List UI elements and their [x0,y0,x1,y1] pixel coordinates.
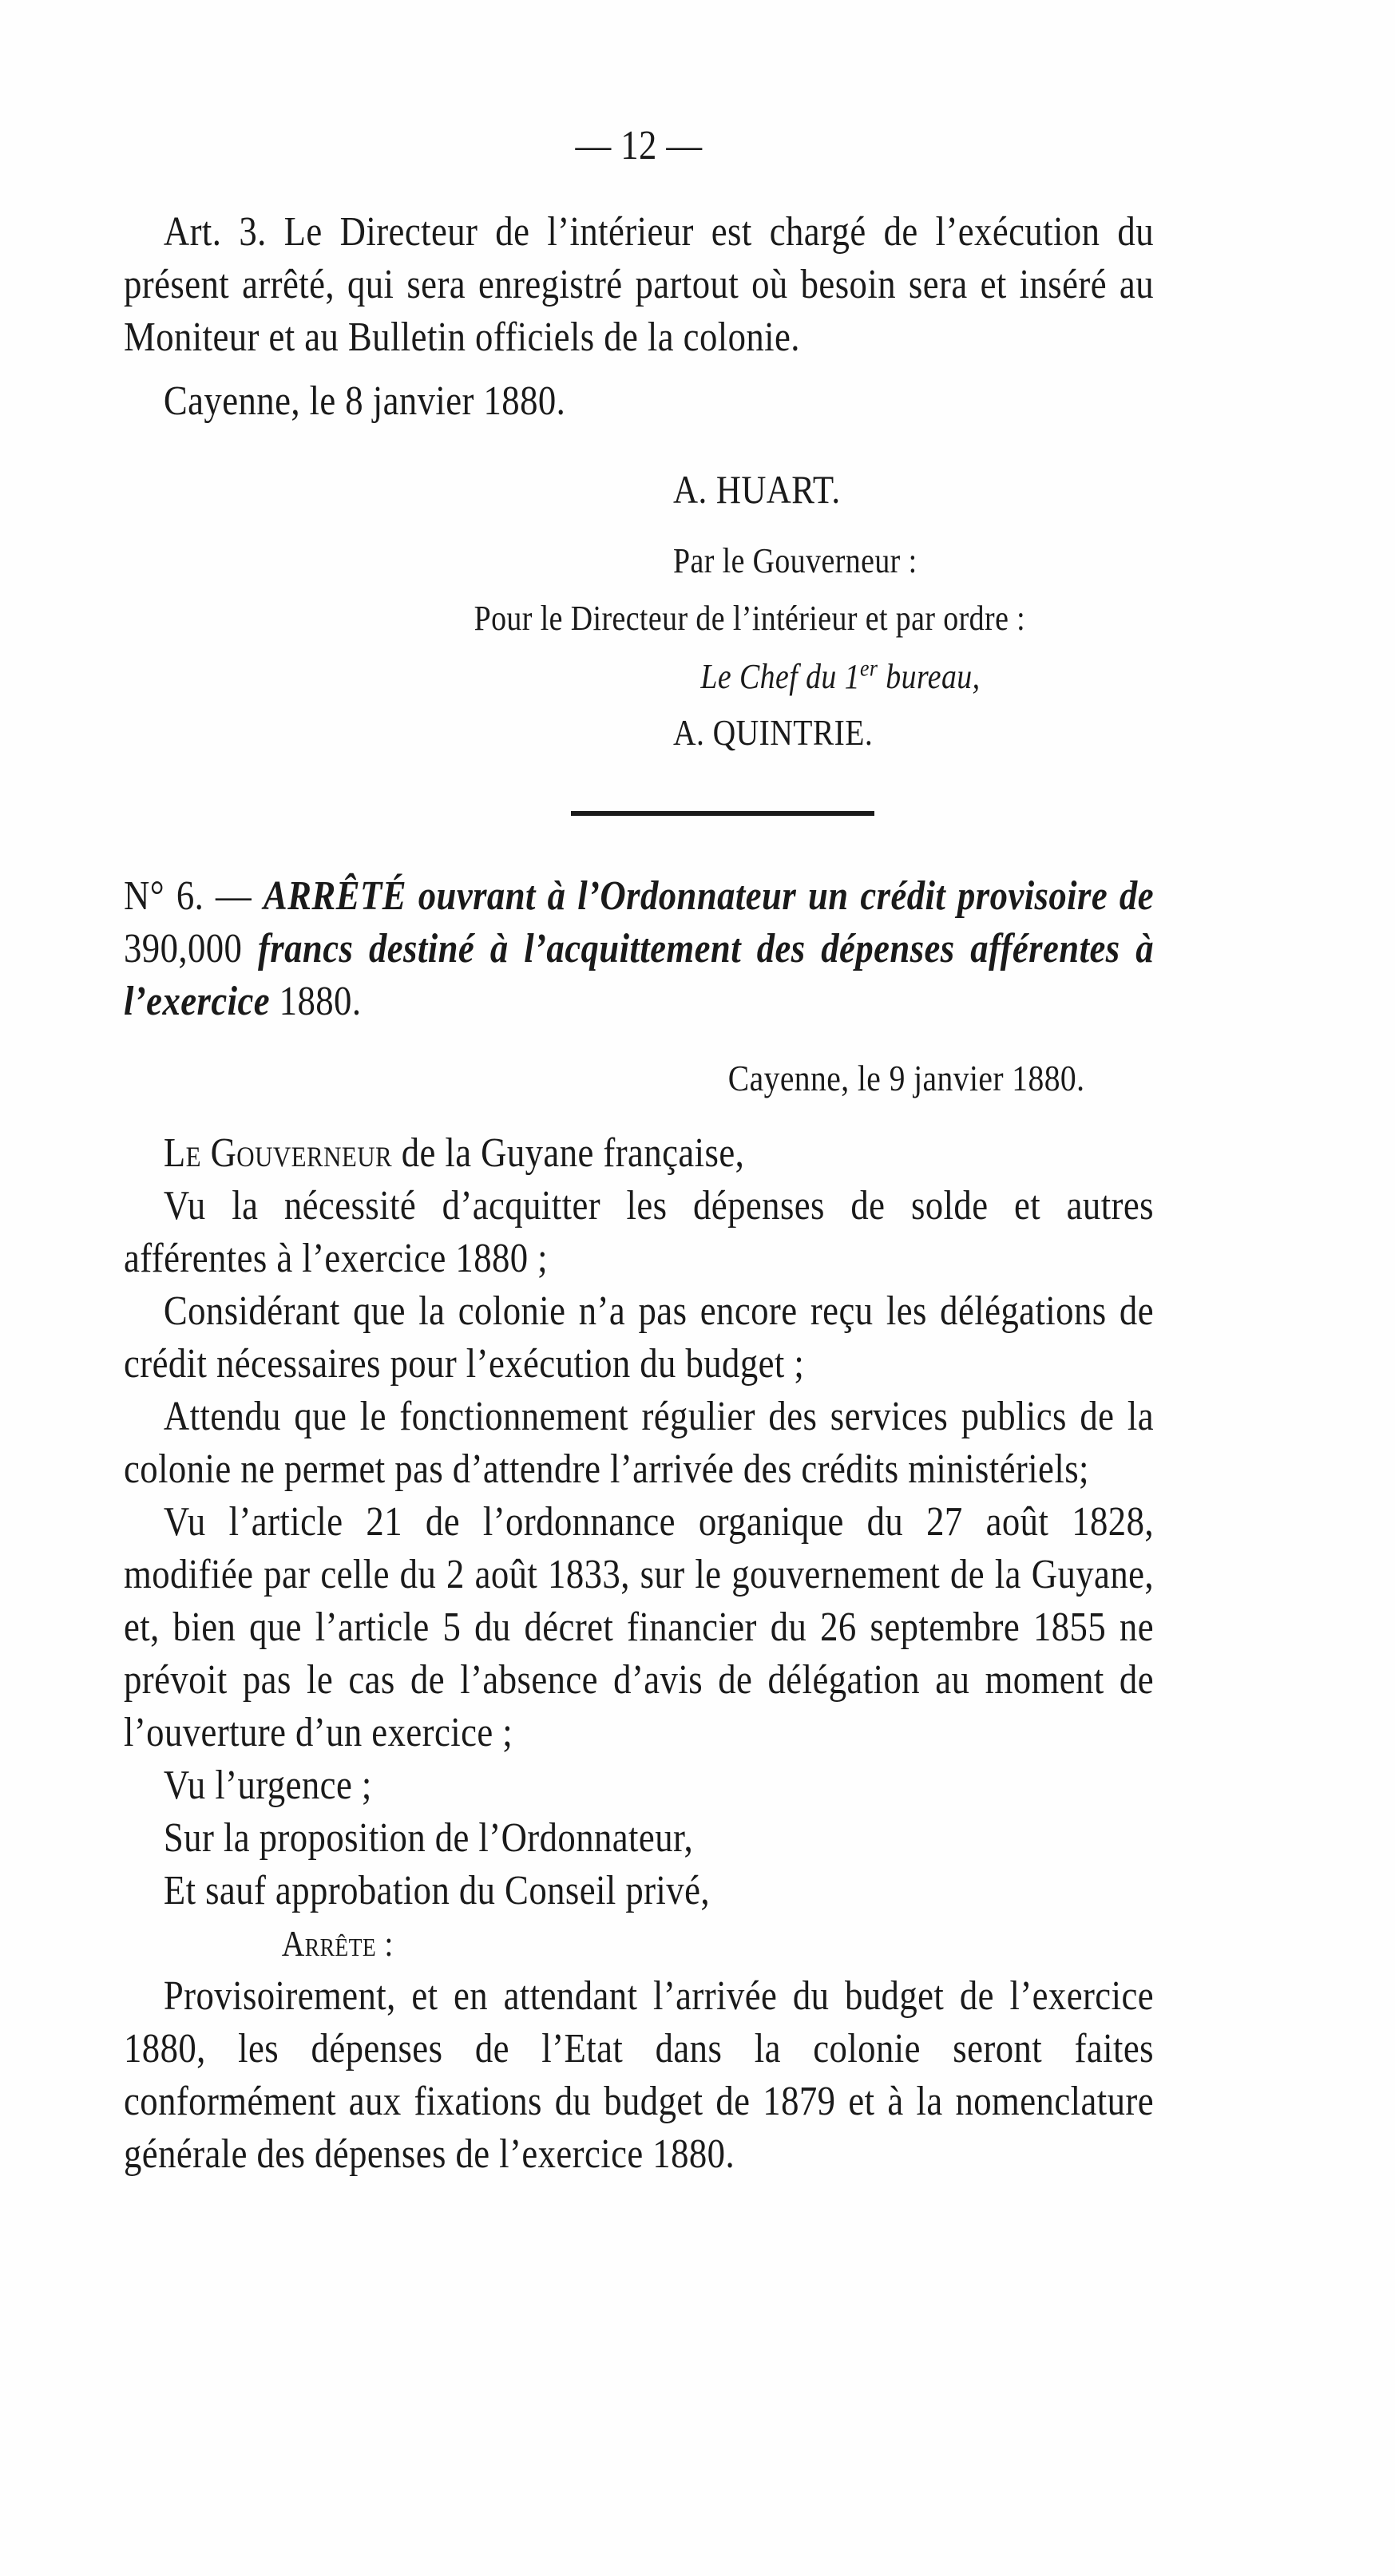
provisoirement: Provisoirement, et en attendant l’arrivée du budget de l’exercice 1880, les dépenses de l’Etat dans la colonie seront faites conformément aux fixations du budget de 1879 et à la nomenclature générale des dépenses de l’exercice 1880. [124,1973,1154,2177]
chef-block [124,651,1154,703]
decree-body [124,1127,1154,2181]
chef-suffix: bureau, [878,657,981,696]
governor-signature: A. HUART. [673,467,841,512]
decree-title-b: francs destiné à l’acquittement des dépenses afférentes à l’exercice [124,926,1155,1024]
decree-year: 1880. [279,979,362,1024]
chef-prefix: Le Chef du 1 [700,657,861,696]
vu-urgence: Vu l’urgence ; [163,1763,372,1808]
chef-name: A. QUINTRIE. [673,712,874,753]
article-3-text: Art. 3. Le Directeur de l’intérieur est chargé de l’exécution du présent arrêté, qui sera enregistré partout où besoin sera et inséré au Moniteur et au Bulletin officiels de la colonie. [124,209,1154,360]
page-header [124,120,1154,172]
attendu: Attendu que le fonctionnement régulier des services publics de la colonie ne permet pas d’attendre l’arrivée des crédits ministériels; [124,1394,1154,1492]
decree-date-block [124,1052,1154,1105]
place-date-1: Cayenne, le 8 janvier 1880. [163,378,566,424]
considerant: Considérant que la colonie n’a pas encore reçu les délégations de crédit nécessaires pour l’exécution du budget ; [124,1288,1154,1387]
decree-title-block [124,870,1154,1028]
decree-amount: 390,000 [124,926,243,971]
vu-article: Vu l’article 21 de l’ordonnance organique du 27 août 1828, modifiée par celle du 2 août 1833, sur le gouvernement de la Guyane, et, bien que l’article 5 du décret financier du 26 septembre 1855 ne prévoit pas le cas de l’absence d’avis de délégation au moment de l’ouverture d’un exercice ; [124,1499,1154,1755]
chef-title [124,651,1154,703]
page-number: — 12 — [575,123,703,168]
governor-lead: Le Gouverneur [163,1130,393,1176]
pour-le-directeur-block [124,592,1154,645]
governor-rest: de la Guyane française, [392,1130,745,1176]
decree-title [124,870,1154,1028]
decree-title-a: ARRÊTÉ ouvrant à l’Ordonnateur un crédit provisoire de [263,873,1154,919]
vu-necessite: Vu la nécessité d’acquitter les dépenses de solde et autres afférentes à l’exercice 1880 ; [124,1183,1154,1281]
arrete-heading: Arrête : [281,1923,394,1964]
article-3-block [124,206,1154,364]
chef-sup: er [860,655,878,682]
sauf-approbation: Et sauf approbation du Conseil privé, [163,1868,710,1913]
decree-number: N° 6. — [124,873,264,919]
chef-name-block [124,706,1154,759]
decree-place-date: Cayenne, le 9 janvier 1880. [727,1058,1085,1098]
par-le-gouverneur-block [124,535,1154,588]
separator-rule [571,811,874,816]
governor-line [124,1127,1154,1180]
signature-block [124,463,1154,516]
par-le-gouverneur: Par le Gouverneur : [673,541,917,580]
pour-le-directeur: Pour le Directeur de l’intérieur et par ordre : [474,599,1026,638]
place-date-1-block [124,375,1154,428]
sur-proposition: Sur la proposition de l’Ordonnateur, [163,1815,694,1861]
